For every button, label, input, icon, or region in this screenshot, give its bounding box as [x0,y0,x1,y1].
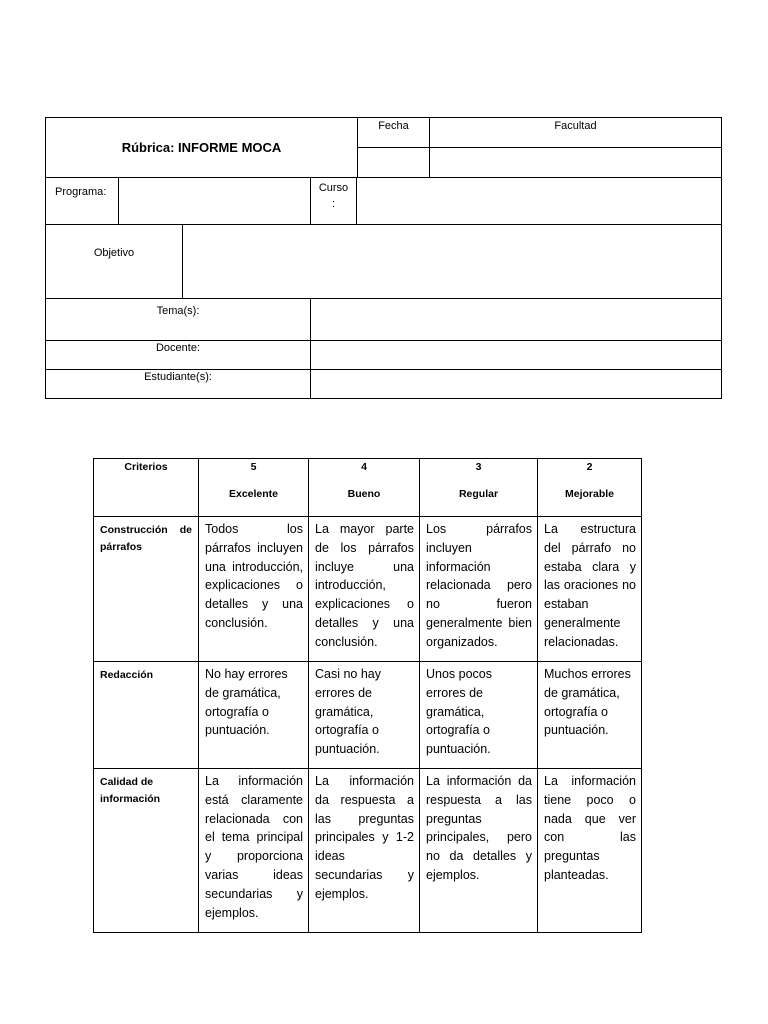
rubric-cell: La mayor parte de los párrafos incluye una introducción, explicaciones o detalles y una conclusión. [309,517,420,662]
criteria-header: Criterios [94,459,199,517]
rubric-cell: Unos pocos errores de gramática, ortografía o puntuación. [420,662,538,769]
estudiantes-label: Estudiante(s): [45,369,311,399]
rubric-cell: Muchos errores de gramática, ortografía o puntuación. [538,662,642,769]
rubric-table [93,458,642,933]
programa-field[interactable] [118,177,311,225]
objetivo-label: Objetivo [45,224,183,299]
facultad-field[interactable] [429,147,722,178]
rubric-cell: Casi no hay errores de gramática, ortografía o puntuación. [309,662,420,769]
rubric-cell: No hay errores de gramática, ortografía o puntuación. [199,662,309,769]
criterion-redaccion: Redacción [94,662,199,769]
rubric-cell: La información tiene poco o nada que ver con las preguntas planteadas. [538,769,642,933]
level-score: 2 [586,461,593,473]
curso-field[interactable] [356,177,722,225]
table-row [94,662,642,769]
table-row [94,517,642,662]
level-label: Excelente [228,488,279,500]
level-header-4 [309,459,420,517]
criterion-construccion: Construcción de párrafos [94,517,199,662]
level-score: 3 [475,461,482,473]
fecha-field[interactable] [357,147,430,178]
rubric-cell: La estructura del párrafo no estaba clara y las oraciones no estaban generalmente relacionadas. [538,517,642,662]
facultad-label: Facultad [429,117,722,148]
level-label: Regular [458,488,499,500]
level-label: Mejorable [564,488,614,500]
level-header-2 [538,459,642,517]
curso-label-colon: : [331,198,336,210]
programa-label: Programa: [45,177,119,225]
temas-label: Tema(s): [45,298,311,341]
rubric-header-row [94,459,642,517]
level-header-5 [199,459,309,517]
level-score: 5 [250,461,257,473]
rubric-cell: La información está claramente relacionada con el tema principal y proporciona varias ideas secundarias y ejemplos. [199,769,309,933]
objetivo-field[interactable] [182,224,722,299]
curso-label [310,177,357,225]
form-title: Rúbrica: INFORME MOCA [45,117,358,178]
fecha-label: Fecha [357,117,430,148]
rubric-cell: La información da respuesta a las preguntas principales y 1-2 ideas secundarias y ejemplos. [309,769,420,933]
table-row [94,769,642,933]
curso-label-text: Curso [318,182,349,194]
docente-field[interactable] [310,340,722,370]
level-score: 4 [361,461,367,473]
level-label: Bueno [347,488,381,500]
rubric-cell: Los párrafos incluyen información relacionada pero no fueron generalmente bien organizados. [420,517,538,662]
estudiantes-field[interactable] [310,369,722,399]
docente-label: Docente: [45,340,311,370]
criterion-calidad: Calidad de información [94,769,199,933]
rubric-cell: La información da respuesta a las preguntas principales, pero no da detalles y ejemplos. [420,769,538,933]
temas-field[interactable] [310,298,722,341]
rubric-cell: Todos los párrafos incluyen una introducción, explicaciones o detalles y una conclusión. [199,517,309,662]
level-header-3 [420,459,538,517]
header-form [45,117,722,399]
